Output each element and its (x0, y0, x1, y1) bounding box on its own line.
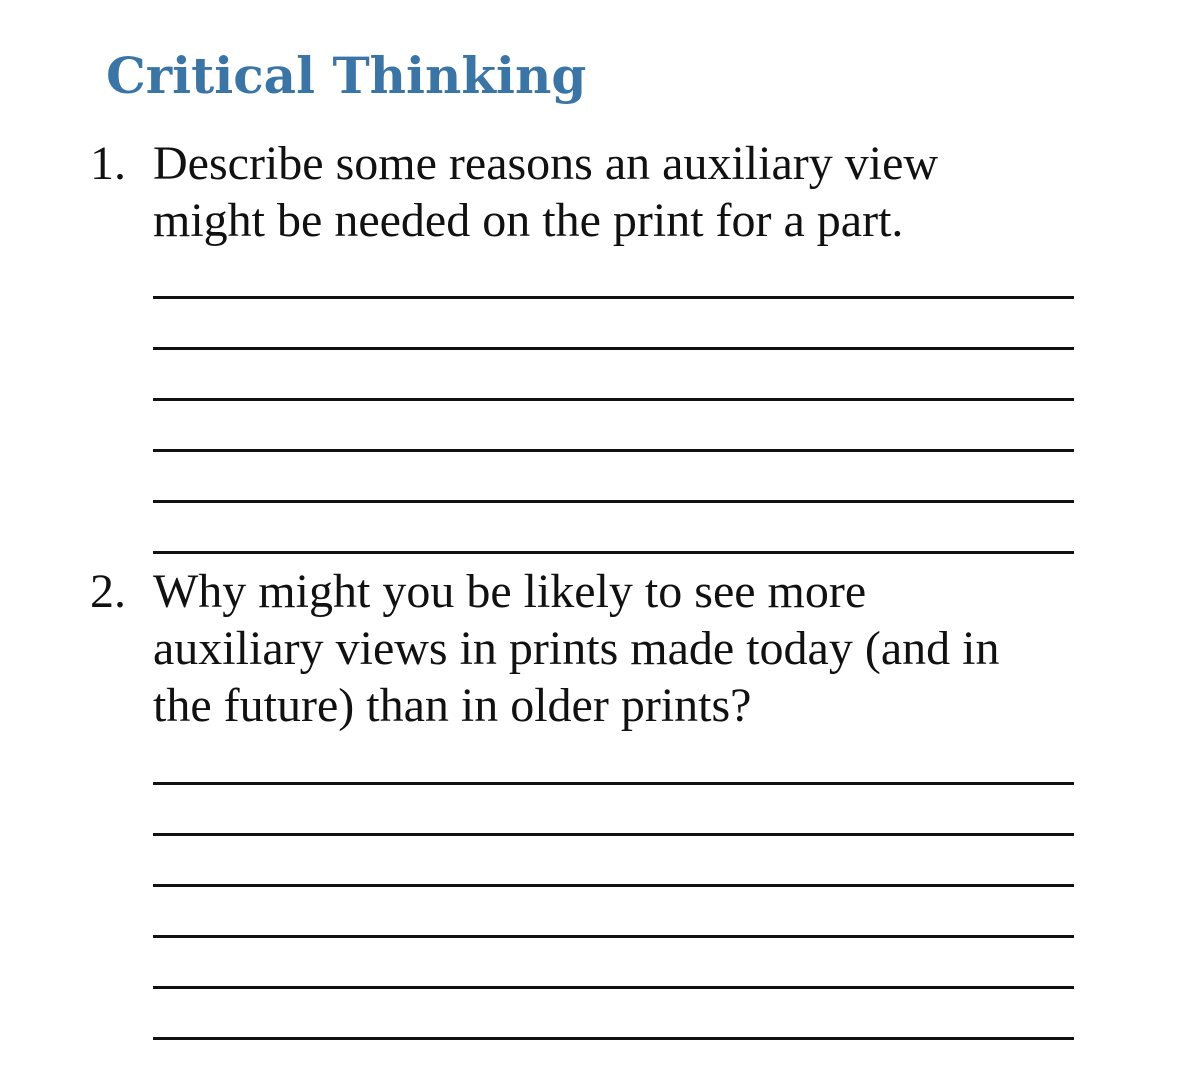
question-text (153, 135, 1078, 249)
answer-line[interactable] (153, 833, 1074, 836)
answer-line[interactable] (153, 986, 1074, 989)
answer-line[interactable] (153, 398, 1074, 401)
answer-line[interactable] (153, 1037, 1074, 1040)
question-text (153, 563, 1078, 734)
answer-line[interactable] (153, 296, 1074, 299)
answer-line[interactable] (153, 449, 1074, 452)
answer-line[interactable] (153, 347, 1074, 350)
question-text-line: Describe some reasons an auxiliary view (153, 137, 939, 190)
answer-line[interactable] (153, 500, 1074, 503)
question-number: 2. (90, 565, 126, 618)
question-text-line: the future) than in older prints? (153, 679, 752, 732)
question-text-line: might be needed on the print for a part. (153, 194, 904, 247)
answer-line[interactable] (153, 782, 1074, 785)
question-text-line: auxiliary views in prints made today (and in (153, 622, 1000, 675)
answer-line[interactable] (153, 551, 1074, 554)
section-title: Critical Thinking (106, 46, 587, 105)
question-text-line: Why might you be likely to see more (153, 565, 867, 618)
answer-line[interactable] (153, 935, 1074, 938)
question-number: 1. (90, 137, 126, 190)
answer-line[interactable] (153, 884, 1074, 887)
